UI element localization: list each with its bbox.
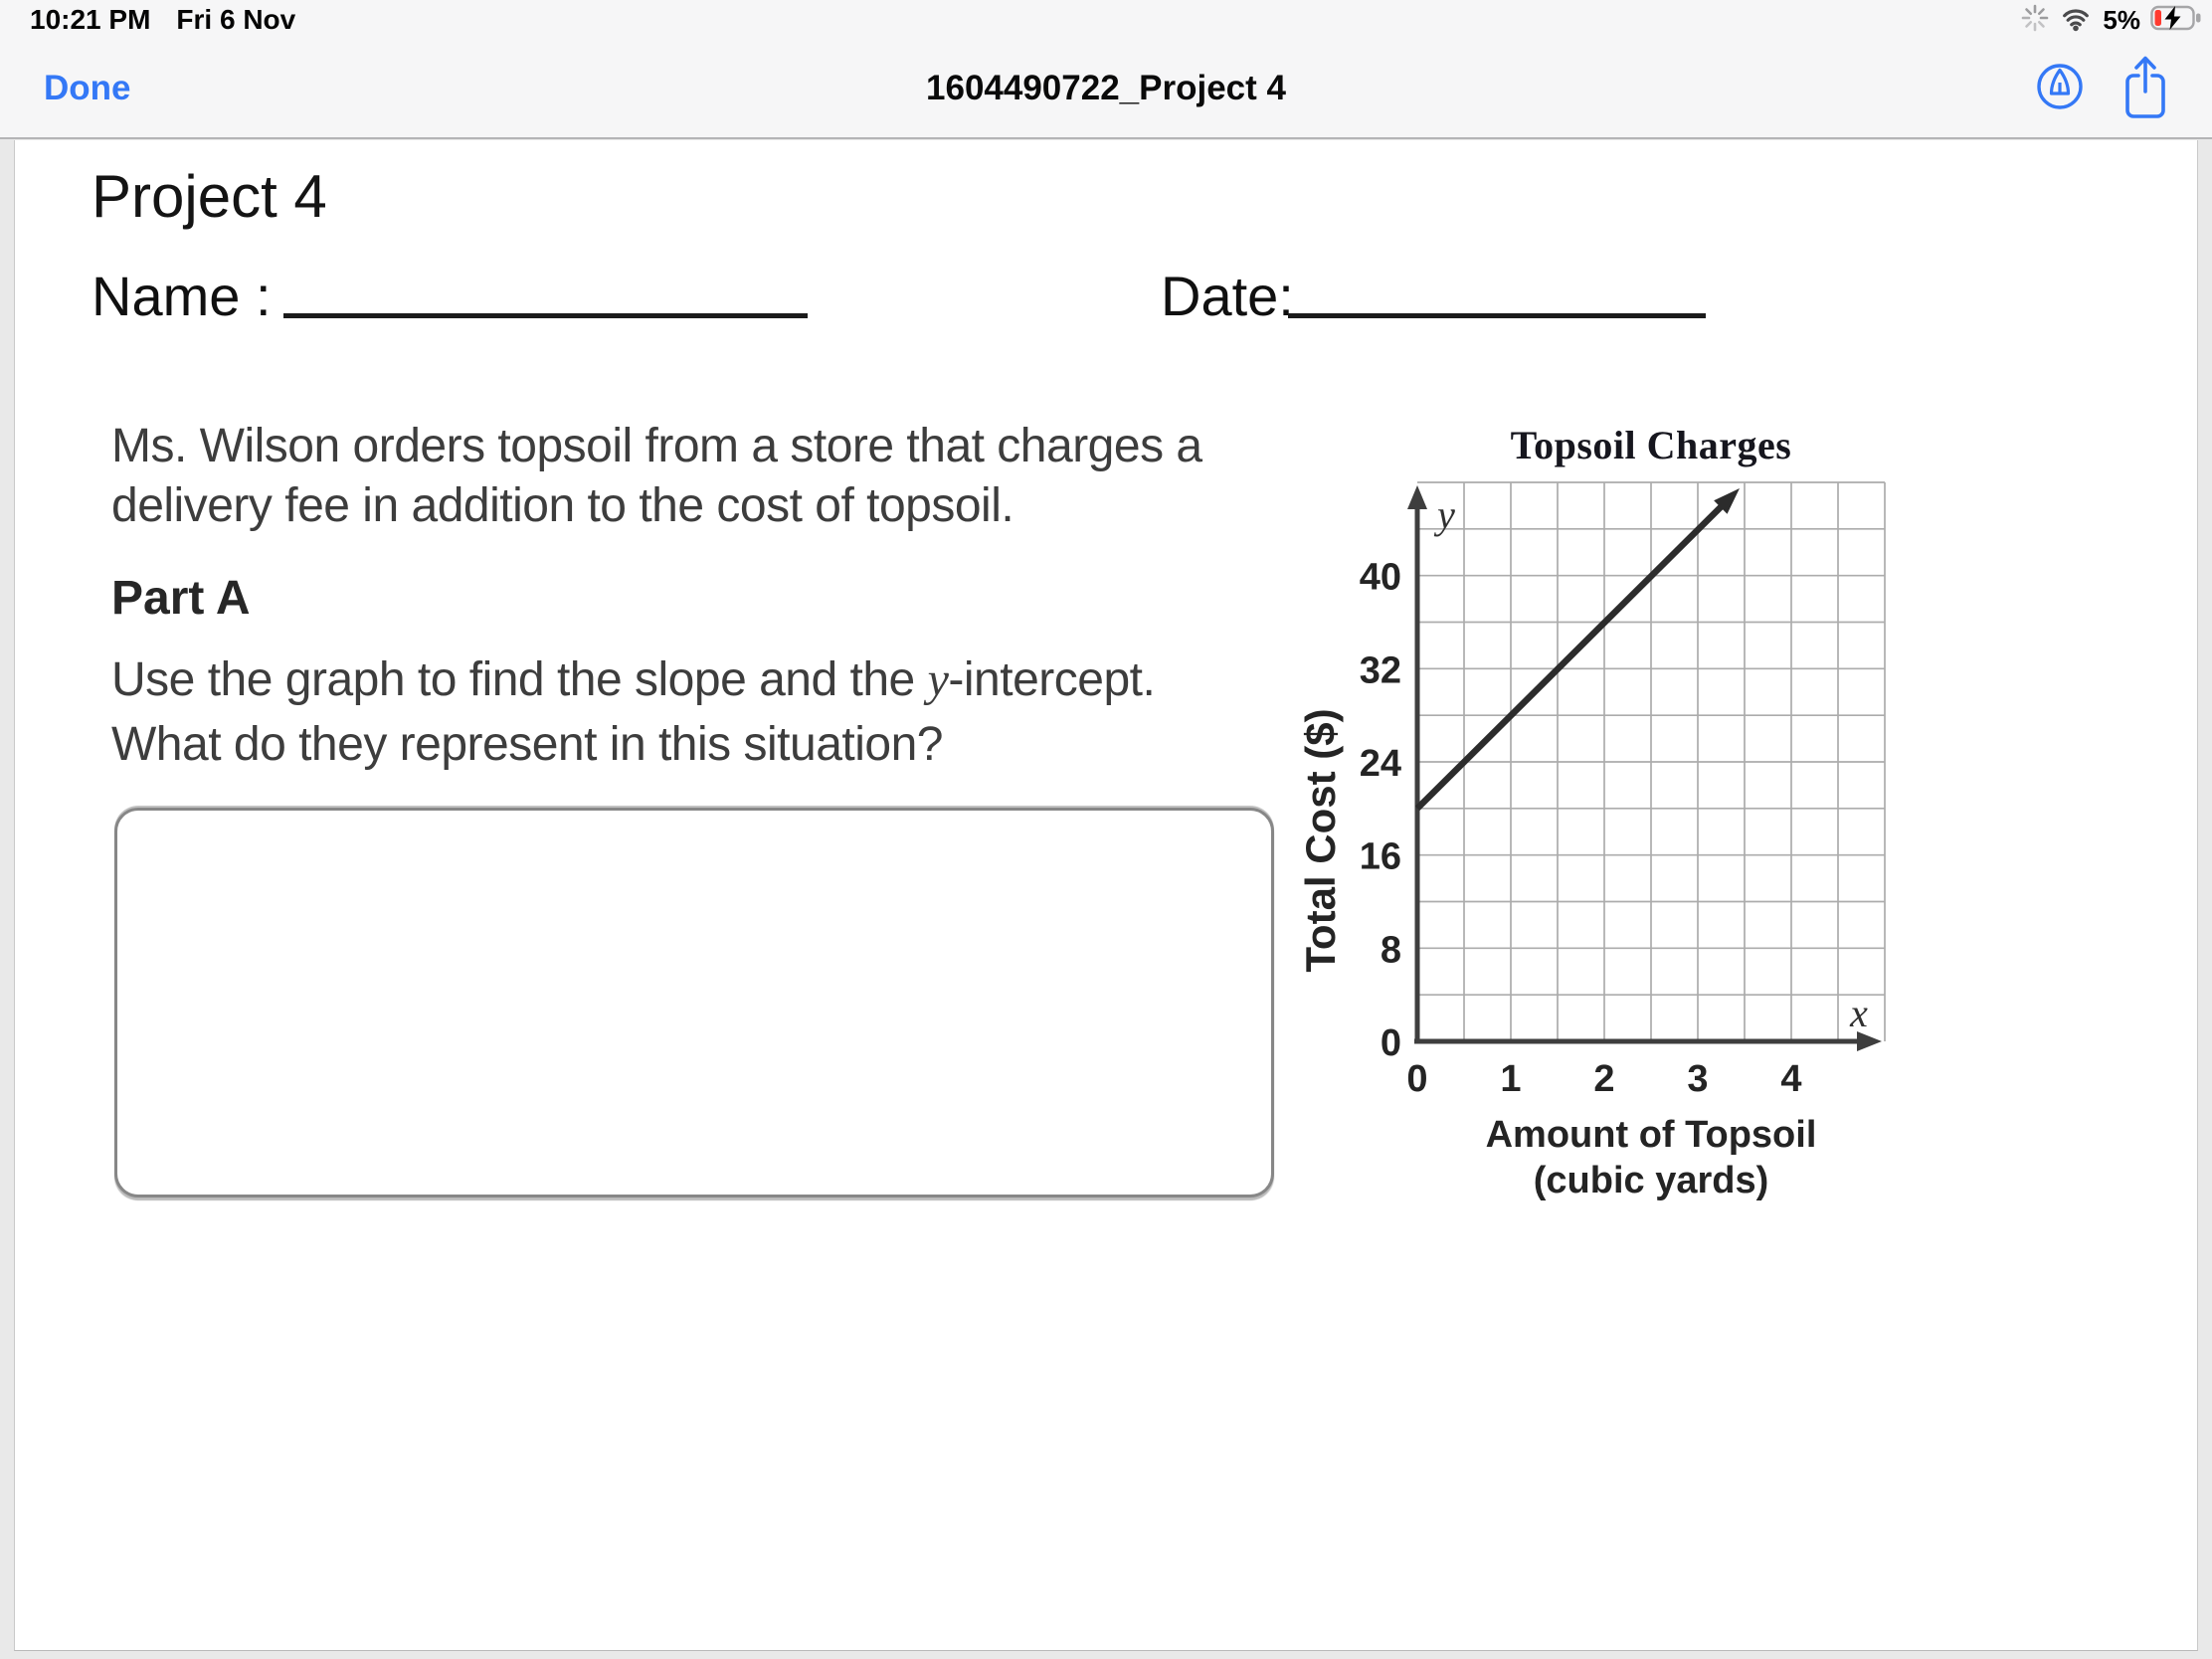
date-blank-line: [1288, 313, 1706, 318]
question-line1-post: -intercept.: [948, 653, 1156, 706]
y-axis-letter: y: [1437, 492, 1455, 537]
answer-box: [114, 808, 1274, 1198]
topsoil-chart: [1293, 411, 1949, 1107]
y-tick-label: 0: [1380, 1022, 1401, 1064]
battery-charging-icon: [2150, 5, 2202, 36]
share-icon: [2122, 54, 2168, 124]
activity-spinner-icon: [2021, 4, 2049, 37]
document-filename-title: 1604490722_Project 4: [926, 69, 1286, 107]
part-a-heading: Part A: [111, 572, 251, 625]
worksheet-title: Project 4: [92, 163, 327, 230]
chart-y-axis-label: Total Cost ($): [1297, 708, 1344, 973]
status-time: 10:21 PM: [30, 4, 151, 35]
question-line2: What do they represent in this situation?: [111, 718, 943, 771]
x-tick-label: 2: [1593, 1058, 1615, 1100]
chart-x-axis-label-line2: (cubic yards): [1533, 1160, 1769, 1201]
question-line1: [111, 652, 1155, 707]
x-tick-label: 1: [1500, 1058, 1522, 1100]
done-button[interactable]: Done: [44, 69, 131, 107]
y-tick-label: 24: [1359, 743, 1401, 785]
status-right-cluster: [2021, 0, 2202, 40]
x-tick-label: 0: [1406, 1058, 1428, 1100]
chart-title: Topsoil Charges: [1510, 423, 1792, 467]
share-button[interactable]: [2122, 40, 2168, 137]
markup-button[interactable]: [2035, 40, 2085, 137]
problem-text-line1: Ms. Wilson orders topsoil from a store that charges a: [111, 420, 1202, 472]
question-line1-pre: Use the graph to find the slope and the: [111, 653, 928, 706]
x-tick-label: 4: [1780, 1058, 1802, 1100]
chart-x-axis-label-line1: Amount of Topsoil: [1485, 1114, 1817, 1156]
y-tick-label: 8: [1380, 929, 1401, 972]
markup-pencil-icon: [2035, 62, 2085, 116]
status-bar: [0, 0, 2212, 40]
date-label: Date:: [1161, 265, 1294, 327]
status-left-cluster: [30, 4, 295, 36]
wifi-icon: [2059, 4, 2093, 37]
y-tick-label: 32: [1359, 649, 1401, 692]
x-tick-label: 3: [1687, 1058, 1709, 1100]
name-blank-line: [283, 313, 808, 318]
nav-bar: [0, 40, 2212, 139]
question-line1-y-var: y: [927, 653, 949, 706]
name-label: Name :: [92, 265, 272, 327]
y-axis-arrow: [1407, 485, 1427, 509]
x-axis-letter: x: [1850, 991, 1868, 1035]
battery-percent: 5%: [2103, 4, 2140, 35]
y-tick-label: 40: [1359, 556, 1401, 599]
status-date: Fri 6 Nov: [176, 4, 296, 35]
problem-text-line2: delivery fee in addition to the cost of topsoil.: [111, 479, 1014, 532]
y-tick-label: 16: [1359, 835, 1401, 878]
